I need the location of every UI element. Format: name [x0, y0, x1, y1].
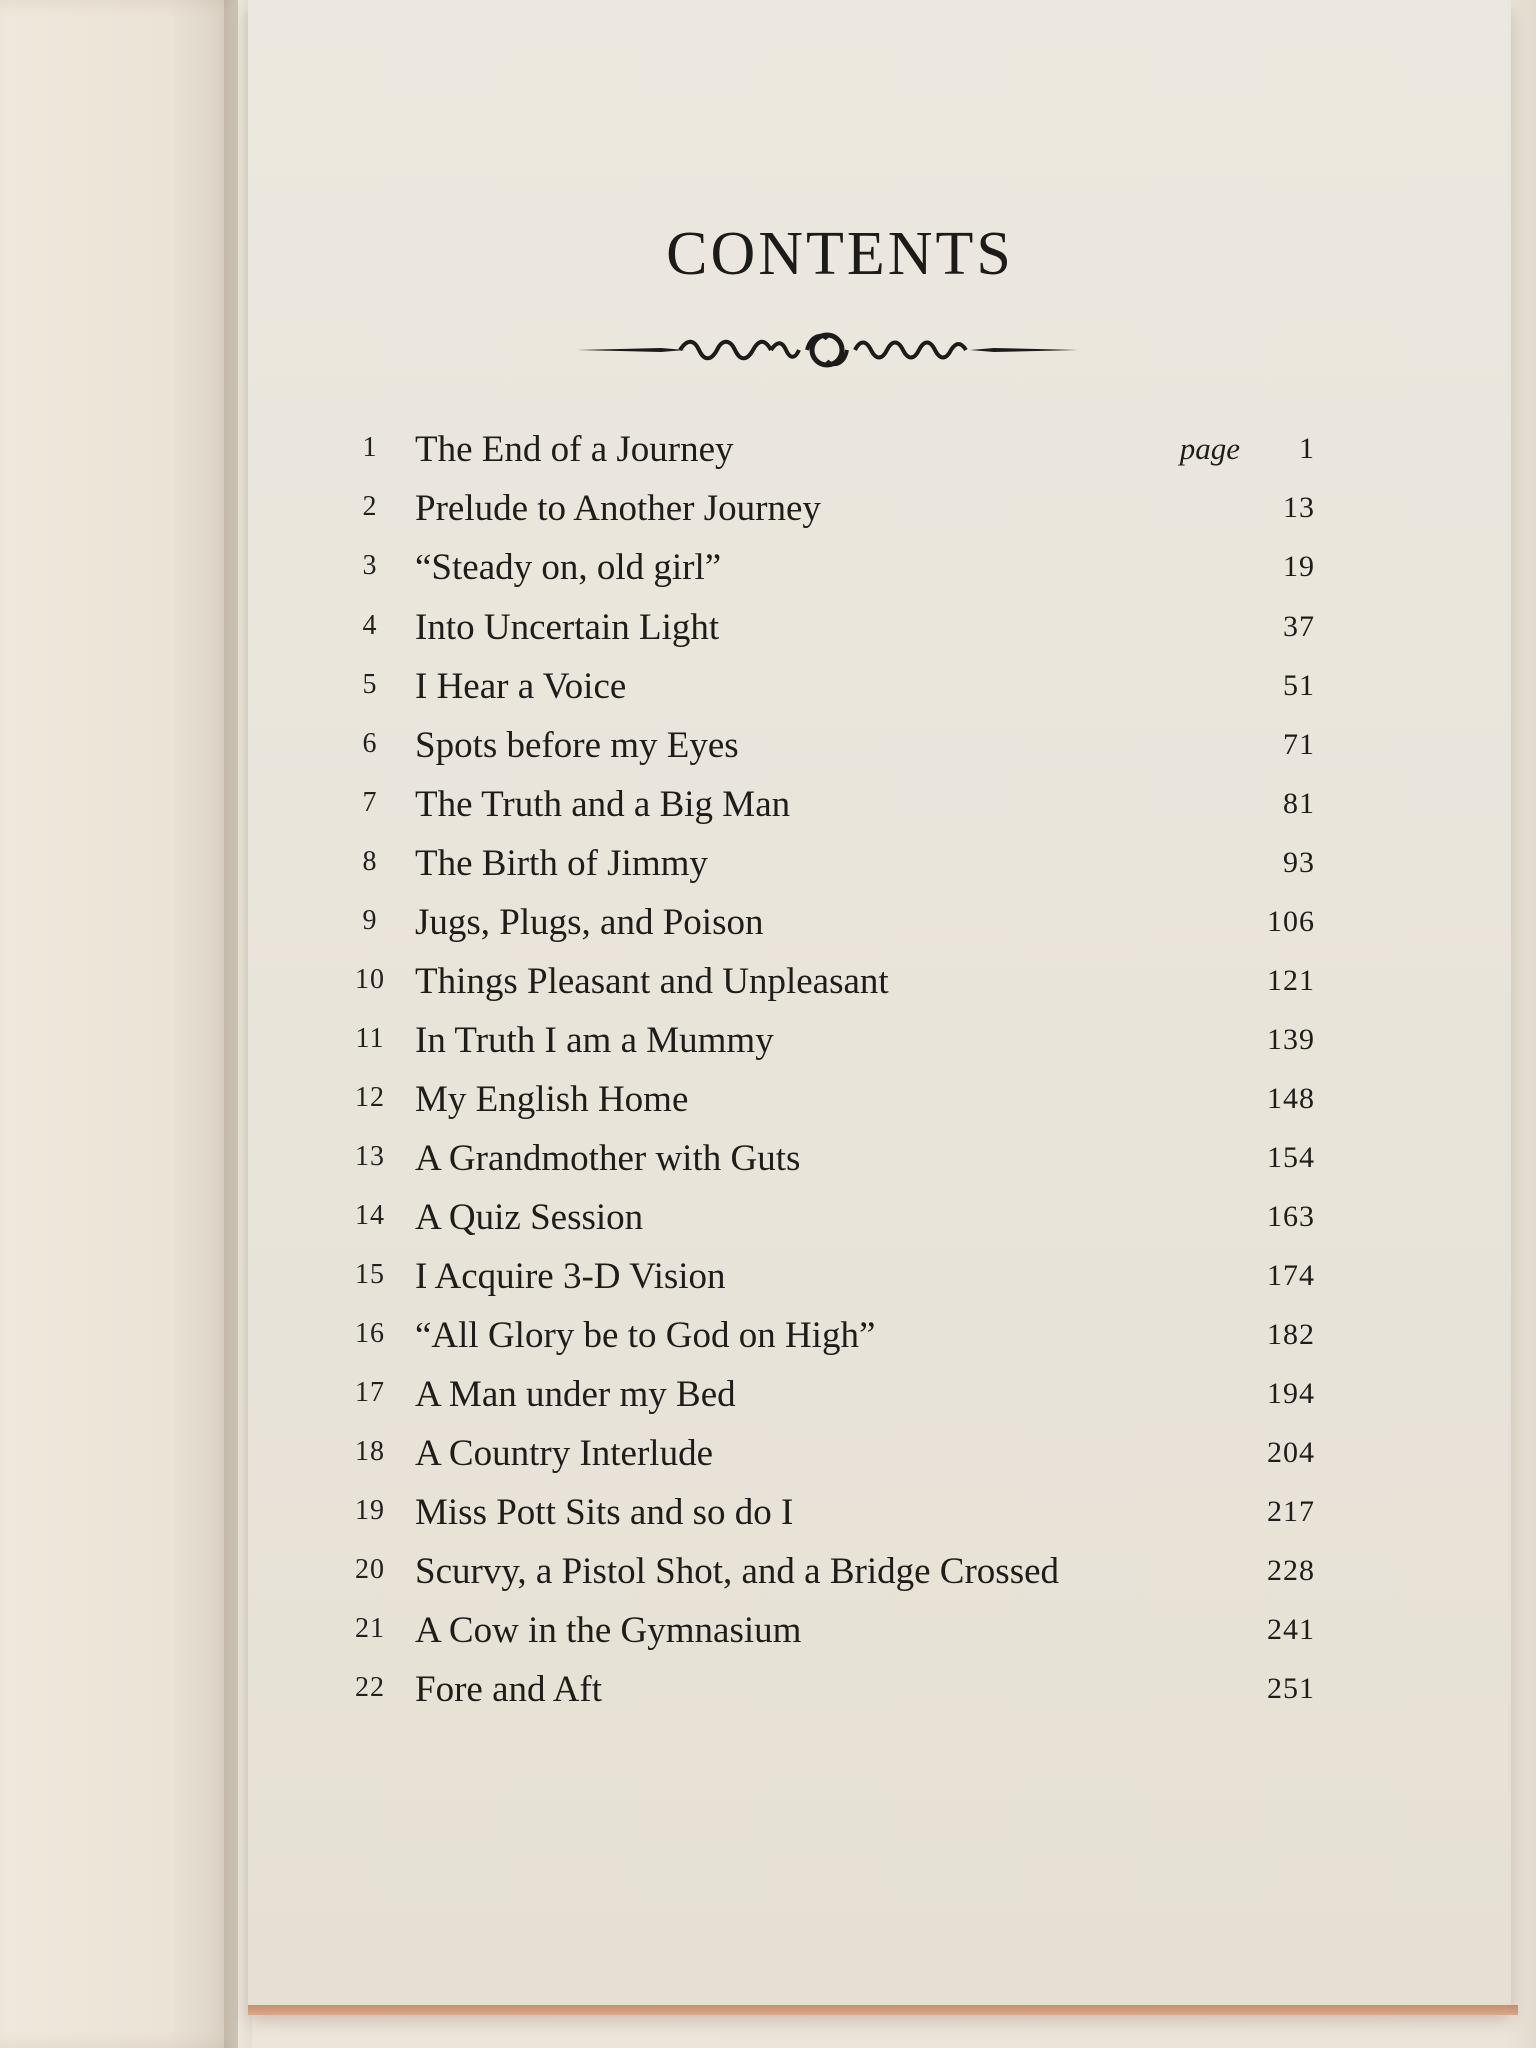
- chapter-number: 1: [362, 432, 378, 463]
- chapter-title: “Steady on, old girl”: [415, 547, 722, 588]
- chapter-title: In Truth I am a Mummy: [415, 1020, 774, 1061]
- toc-row-9: [335, 901, 1315, 959]
- page-number: 154: [1267, 1141, 1315, 1174]
- page-number: 228: [1267, 1554, 1315, 1587]
- page-number: 174: [1267, 1259, 1315, 1292]
- toc-row-7: [335, 783, 1315, 841]
- chapter-title: “All Glory be to God on High”: [415, 1315, 876, 1356]
- page-number: 182: [1267, 1318, 1315, 1351]
- chapter-title: A Quiz Session: [415, 1197, 644, 1238]
- chapter-number: 12: [355, 1082, 385, 1113]
- toc-row-16: [335, 1314, 1315, 1372]
- chapter-number: 3: [362, 550, 378, 581]
- page-number: 106: [1267, 905, 1315, 938]
- chapter-number: 18: [355, 1436, 385, 1467]
- page-number: 19: [1283, 550, 1315, 583]
- toc-row-3: [335, 546, 1315, 604]
- chapter-title: Things Pleasant and Unpleasant: [415, 961, 889, 1002]
- toc-row-18: [335, 1432, 1315, 1490]
- toc-row-2: [335, 487, 1315, 545]
- chapter-title: The Birth of Jimmy: [415, 843, 708, 884]
- chapter-number: 4: [362, 610, 378, 641]
- chapter-title: The Truth and a Big Man: [415, 784, 791, 825]
- chapter-title: My English Home: [415, 1079, 689, 1120]
- chapter-title: Into Uncertain Light: [415, 607, 720, 648]
- chapter-title: I Hear a Voice: [415, 666, 627, 707]
- toc-row-12: [335, 1078, 1315, 1136]
- chapter-title: A Man under my Bed: [415, 1374, 736, 1415]
- chapter-number: 7: [362, 787, 378, 818]
- toc-row-11: [335, 1019, 1315, 1077]
- chapter-number: 16: [355, 1318, 385, 1349]
- chapter-title: A Grandmother with Guts: [415, 1138, 801, 1179]
- page-number: 204: [1267, 1436, 1315, 1469]
- chapter-number: 8: [362, 846, 378, 877]
- toc-row-4: [335, 606, 1315, 664]
- chapter-title: Scurvy, a Pistol Shot, and a Bridge Crossed: [415, 1551, 1060, 1592]
- toc-row-13: [335, 1137, 1315, 1195]
- contents-title: CONTENTS: [666, 220, 1014, 288]
- page-number: 93: [1283, 846, 1315, 879]
- chapter-number: 15: [355, 1259, 385, 1290]
- chapter-number: 21: [355, 1613, 385, 1644]
- chapter-number: 6: [362, 728, 378, 759]
- chapter-number: 20: [355, 1554, 385, 1585]
- page-number: 148: [1267, 1082, 1315, 1115]
- chapter-number: 5: [362, 669, 378, 700]
- toc-row-21: [335, 1609, 1315, 1667]
- chapter-number: 13: [355, 1141, 385, 1172]
- page-number: 217: [1267, 1495, 1315, 1528]
- chapter-title: Spots before my Eyes: [415, 725, 739, 766]
- chapter-number: 22: [355, 1672, 385, 1703]
- chapter-number: 2: [362, 491, 378, 522]
- chapter-title: Jugs, Plugs, and Poison: [415, 902, 764, 943]
- page-number: 241: [1267, 1613, 1315, 1646]
- chapter-title: Miss Pott Sits and so do I: [415, 1492, 794, 1533]
- page-number: 139: [1267, 1023, 1315, 1056]
- page-number: 251: [1267, 1672, 1315, 1705]
- toc-row-5: [335, 665, 1315, 723]
- toc-row-22: [335, 1668, 1315, 1726]
- chapter-number: 19: [355, 1495, 385, 1526]
- chapter-title: Fore and Aft: [415, 1669, 603, 1710]
- page-number: 71: [1283, 728, 1315, 761]
- toc-row-19: [335, 1491, 1315, 1549]
- toc-row-8: [335, 842, 1315, 900]
- chapter-title: I Acquire 3-D Vision: [415, 1256, 726, 1297]
- toc-row-17: [335, 1373, 1315, 1431]
- page-number: 121: [1267, 964, 1315, 997]
- chapter-title: A Country Interlude: [415, 1433, 714, 1474]
- toc-row-20: [335, 1550, 1315, 1608]
- chapter-title: Prelude to Another Journey: [415, 488, 821, 529]
- page-number: 81: [1283, 787, 1315, 820]
- toc-row-15: [335, 1255, 1315, 1313]
- toc-row-1: [335, 428, 1315, 486]
- chapter-title: A Cow in the Gymnasium: [415, 1610, 802, 1651]
- page-prefix: page: [1179, 431, 1240, 466]
- page-number: 13: [1283, 491, 1315, 524]
- page-number: 163: [1267, 1200, 1315, 1233]
- chapter-number: 14: [355, 1200, 385, 1231]
- page-number: 194: [1267, 1377, 1315, 1410]
- toc-row-6: [335, 724, 1315, 782]
- page-number: 51: [1283, 669, 1315, 702]
- page-number: 1: [1299, 432, 1315, 465]
- toc-row-14: [335, 1196, 1315, 1254]
- chapter-number: 11: [355, 1023, 385, 1054]
- chapter-number: 17: [355, 1377, 385, 1408]
- toc-row-10: [335, 960, 1315, 1018]
- chapter-number: 10: [355, 964, 385, 995]
- page-number: 37: [1283, 610, 1315, 643]
- chapter-number: 9: [362, 905, 378, 936]
- chapter-title: The End of a Journey: [415, 429, 734, 470]
